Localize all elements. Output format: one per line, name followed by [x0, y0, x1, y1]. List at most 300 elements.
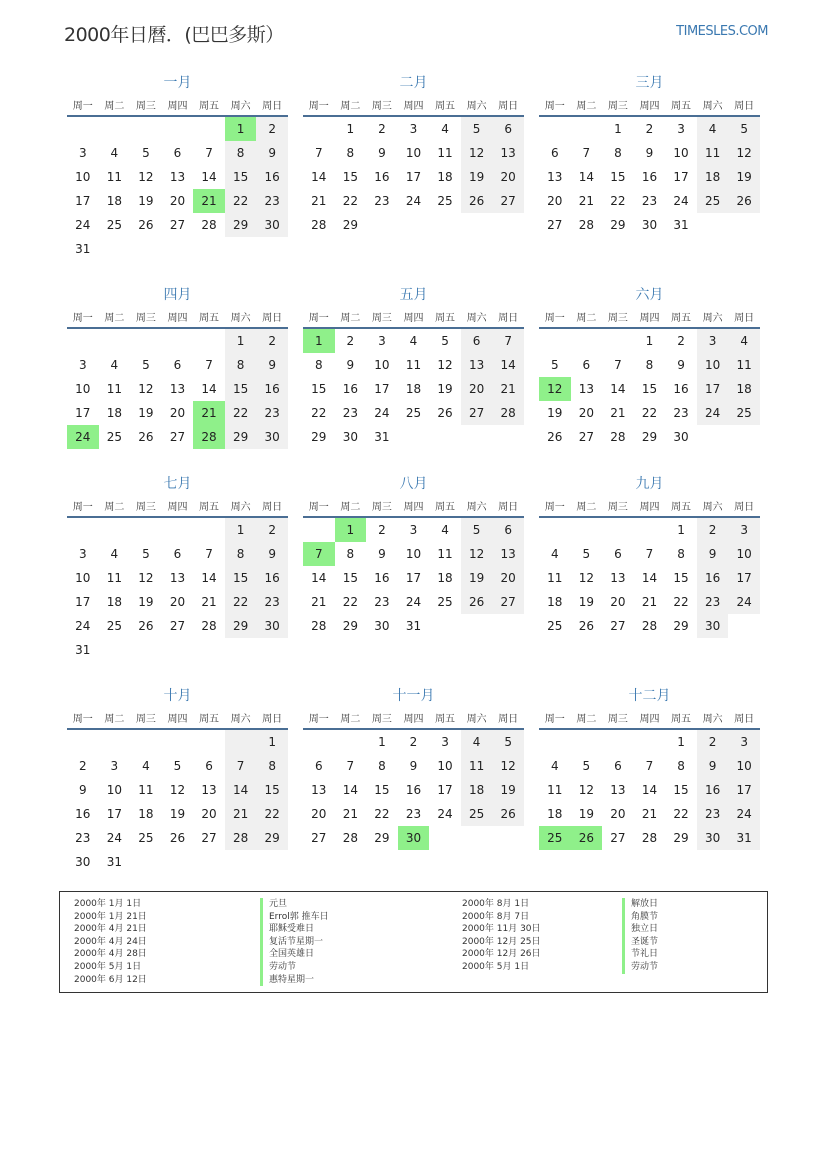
- month-block: [539, 285, 760, 449]
- day-cell: 15: [256, 778, 288, 802]
- weekday-label: 周三: [135, 312, 156, 324]
- weekday-label: 周日: [498, 312, 519, 324]
- day-cell-empty: [130, 329, 162, 353]
- day-grid: [539, 730, 760, 850]
- day-cell: 9: [78, 783, 87, 797]
- day-cell: 11: [106, 382, 122, 396]
- day-cell: 16: [75, 807, 91, 821]
- day-cell: 9: [677, 358, 685, 372]
- day-cell: 26: [461, 189, 493, 213]
- day-cell: 9: [256, 353, 288, 377]
- weekday-label: 周日: [498, 713, 519, 725]
- day-cell: 22: [225, 189, 257, 213]
- day-cell: 3: [409, 122, 418, 136]
- day-cell: 2: [256, 117, 288, 141]
- weekday-label: 周五: [199, 501, 220, 513]
- day-cell: 1: [346, 122, 355, 136]
- day-cell: 6: [461, 329, 493, 353]
- day-cell: 1: [303, 329, 335, 353]
- day-cell: 5: [728, 117, 760, 141]
- weekday-header: [539, 93, 760, 117]
- day-cell: 8: [346, 547, 355, 561]
- day-cell: 11: [547, 783, 563, 797]
- day-cell: 9: [697, 754, 729, 778]
- day-cell: 24: [106, 831, 122, 845]
- day-cell: 25: [547, 619, 563, 633]
- legend-date: 2000年 4月 21日: [74, 924, 147, 935]
- day-cell: 25: [697, 189, 729, 213]
- day-cell: 26: [492, 802, 524, 826]
- day-cell: 29: [610, 218, 626, 232]
- day-cell: 29: [256, 826, 288, 850]
- weekday-label: 周一: [544, 312, 565, 324]
- weekday-label: 周五: [671, 713, 692, 725]
- weekday-label: 周日: [262, 713, 283, 725]
- day-cell: 18: [106, 406, 122, 420]
- day-cell: 19: [138, 194, 154, 208]
- weekday-label: 周二: [576, 501, 597, 513]
- day-cell: 17: [697, 377, 729, 401]
- weekday-label: 周四: [167, 501, 188, 513]
- day-cell: 20: [311, 807, 327, 821]
- day-cell: 1: [677, 523, 685, 537]
- day-cell-empty: [162, 518, 194, 542]
- legend-date: 2000年 8月 7日: [462, 911, 530, 922]
- day-cell: 2: [645, 122, 654, 136]
- month-title: 十月: [163, 688, 192, 704]
- day-cell: 15: [342, 170, 358, 184]
- day-cell: 23: [256, 590, 288, 614]
- day-cell: 26: [547, 430, 563, 444]
- day-cell: 2: [409, 735, 418, 749]
- legend-holiday-name: 全国英雄日: [260, 948, 329, 961]
- day-cell: 18: [728, 377, 760, 401]
- day-cell: 6: [173, 358, 182, 372]
- day-cell: 29: [641, 430, 658, 444]
- day-cell: 18: [437, 170, 453, 184]
- legend-date: 2000年 5月 1日: [74, 961, 142, 972]
- day-cell: 6: [173, 146, 182, 160]
- weekday-label: 周三: [135, 100, 156, 112]
- day-cell: 8: [256, 754, 288, 778]
- day-cell-empty: [130, 730, 162, 754]
- day-cell-empty: [398, 425, 430, 449]
- day-cell: 22: [225, 590, 257, 614]
- day-cell: 16: [374, 170, 390, 184]
- day-cell: 30: [398, 826, 430, 850]
- day-cell: 2: [378, 523, 386, 537]
- day-cell: 3: [441, 735, 449, 749]
- day-cell: 29: [342, 218, 358, 232]
- day-cell-empty: [303, 730, 335, 754]
- day-cell: 30: [75, 855, 91, 869]
- day-cell: 27: [610, 619, 626, 633]
- day-cell: 14: [342, 783, 358, 797]
- day-cell: 29: [225, 614, 257, 638]
- month-block: [67, 73, 288, 261]
- day-cell-empty: [99, 518, 131, 542]
- day-cell: 13: [461, 353, 493, 377]
- legend-holiday-name: 独立日: [622, 923, 658, 936]
- legend-date: 2000年 5月 1日: [462, 961, 530, 972]
- day-cell: 4: [110, 146, 119, 160]
- month-block: [539, 73, 760, 237]
- day-cell-empty: [571, 329, 603, 353]
- day-cell-empty: [571, 117, 603, 141]
- day-cell: 16: [256, 377, 288, 401]
- day-cell-empty: [193, 117, 225, 141]
- day-cell: 22: [342, 194, 358, 208]
- day-cell: 14: [201, 382, 217, 396]
- month-title: 七月: [163, 476, 192, 492]
- day-cell: 14: [492, 353, 524, 377]
- day-cell: 10: [75, 170, 91, 184]
- day-cell: 6: [173, 547, 182, 561]
- day-cell: 31: [106, 855, 122, 869]
- day-cell-empty: [335, 730, 367, 754]
- day-cell: 21: [311, 595, 327, 609]
- day-cell: 7: [645, 547, 654, 561]
- weekday-label: 周六: [230, 100, 251, 112]
- day-cell-empty: [162, 237, 194, 261]
- day-cell: 1: [614, 122, 622, 136]
- day-cell: 9: [378, 547, 386, 561]
- day-cell: 14: [610, 382, 626, 396]
- day-cell-empty: [728, 213, 760, 237]
- day-cell: 28: [492, 401, 524, 425]
- day-cell: 21: [342, 807, 358, 821]
- weekday-label: 周六: [230, 713, 251, 725]
- day-cell: 13: [201, 783, 217, 797]
- day-cell: 21: [578, 194, 594, 208]
- day-cell-empty: [67, 730, 99, 754]
- day-cell-empty: [193, 850, 225, 874]
- day-cell: 5: [492, 730, 524, 754]
- day-grid: [67, 117, 288, 261]
- day-cell: 4: [142, 759, 150, 773]
- day-cell: 19: [728, 165, 760, 189]
- weekday-header: [303, 706, 524, 730]
- day-cell: 4: [110, 358, 119, 372]
- month-title: 三月: [635, 75, 664, 91]
- day-cell: 26: [578, 619, 594, 633]
- day-cell: 22: [374, 807, 390, 821]
- day-cell-empty: [99, 638, 131, 662]
- day-grid: [539, 117, 760, 237]
- month-title: 六月: [635, 287, 664, 303]
- day-cell: 19: [492, 778, 524, 802]
- month-title: 九月: [635, 476, 664, 492]
- day-cell: 11: [437, 146, 453, 160]
- day-cell-empty: [193, 329, 225, 353]
- day-cell: 2: [256, 329, 288, 353]
- day-cell: 4: [441, 122, 449, 136]
- day-cell-empty: [303, 117, 335, 141]
- day-cell: 14: [578, 170, 594, 184]
- day-cell: 17: [437, 783, 453, 797]
- day-cell: 27: [169, 430, 186, 444]
- weekday-label: 周日: [734, 501, 755, 513]
- weekday-label: 周四: [403, 501, 424, 513]
- day-grid: [539, 518, 760, 638]
- day-cell: 18: [461, 778, 493, 802]
- day-cell-empty: [539, 117, 571, 141]
- legend-date: 2000年 4月 28日: [74, 949, 147, 960]
- day-cell: 19: [578, 595, 594, 609]
- day-cell: 28: [311, 218, 327, 232]
- day-cell: 2: [378, 122, 386, 136]
- day-cell: 25: [539, 826, 571, 850]
- day-cell: 7: [205, 358, 213, 372]
- weekday-label: 周二: [340, 312, 361, 324]
- day-cell: 18: [697, 165, 729, 189]
- site-logo[interactable]: TIMESLES.COM: [676, 24, 768, 39]
- day-cell: 28: [641, 619, 658, 633]
- month-block: [303, 73, 524, 237]
- legend-dates-right: [462, 898, 541, 974]
- day-cell: 5: [550, 358, 559, 372]
- day-cell: 3: [110, 759, 119, 773]
- weekday-label: 周日: [498, 100, 519, 112]
- day-cell: 24: [405, 595, 422, 609]
- legend-holiday-name: 劳动节: [260, 961, 329, 974]
- day-cell: 16: [342, 382, 358, 396]
- day-cell: 11: [547, 571, 563, 585]
- day-cell: 18: [437, 571, 453, 585]
- day-cell: 27: [201, 831, 217, 845]
- weekday-label: 周六: [466, 713, 487, 725]
- day-cell: 17: [728, 566, 760, 590]
- day-cell: 5: [582, 547, 591, 561]
- day-cell: 15: [610, 170, 626, 184]
- day-cell: 28: [641, 831, 658, 845]
- month-block: [67, 686, 288, 874]
- weekday-header: [539, 706, 760, 730]
- day-cell: 26: [461, 590, 493, 614]
- day-cell: 6: [614, 759, 622, 773]
- day-cell: 19: [437, 382, 453, 396]
- day-cell: 26: [138, 430, 154, 444]
- weekday-label: 周三: [371, 501, 392, 513]
- weekday-label: 周五: [435, 100, 456, 112]
- day-cell: 5: [461, 117, 493, 141]
- day-cell-empty: [492, 425, 524, 449]
- day-cell: 25: [138, 831, 154, 845]
- day-cell-empty: [193, 638, 225, 662]
- day-cell: 7: [492, 329, 524, 353]
- weekday-label: 周一: [544, 501, 565, 513]
- day-cell: 13: [610, 783, 626, 797]
- day-cell-empty: [461, 425, 493, 449]
- day-cell: 6: [205, 759, 213, 773]
- day-cell: 27: [547, 218, 563, 232]
- day-cell: 11: [138, 783, 154, 797]
- legend-names-left: [260, 898, 329, 986]
- weekday-label: 周五: [199, 312, 220, 324]
- legend-date: 2000年 11月 30日: [462, 924, 541, 935]
- weekday-label: 周五: [671, 100, 692, 112]
- day-cell: 28: [201, 619, 217, 633]
- day-cell: 13: [311, 783, 327, 797]
- day-cell: 15: [673, 571, 689, 585]
- day-cell-empty: [634, 730, 666, 754]
- day-cell-empty: [492, 826, 524, 850]
- day-cell-empty: [225, 237, 257, 261]
- day-cell: 1: [225, 329, 257, 353]
- day-cell: 10: [405, 146, 422, 160]
- month-title: 十一月: [392, 688, 435, 704]
- day-cell: 4: [697, 117, 729, 141]
- day-grid: [67, 518, 288, 662]
- weekday-label: 周三: [607, 713, 628, 725]
- day-cell: 12: [138, 170, 154, 184]
- weekday-label: 周一: [544, 713, 565, 725]
- day-cell-empty: [130, 237, 162, 261]
- day-cell: 21: [193, 189, 225, 213]
- legend-dates-left: [74, 898, 147, 986]
- legend-date: 2000年 4月 24日: [74, 936, 147, 947]
- day-grid: [303, 730, 524, 850]
- holiday-legend: [59, 891, 768, 993]
- weekday-label: 周五: [671, 501, 692, 513]
- day-cell: 23: [256, 401, 288, 425]
- day-cell: 14: [311, 170, 327, 184]
- day-cell: 19: [138, 595, 154, 609]
- weekday-label: 周二: [104, 312, 125, 324]
- day-cell: 30: [641, 218, 658, 232]
- weekday-label: 周三: [371, 713, 392, 725]
- day-cell: 22: [256, 802, 288, 826]
- day-cell: 7: [582, 146, 591, 160]
- day-cell: 7: [645, 759, 654, 773]
- legend-holiday-name: 复活节星期一: [260, 936, 329, 949]
- month-title: 八月: [399, 476, 428, 492]
- legend-date: 2000年 1月 21日: [74, 911, 147, 922]
- day-cell: 11: [437, 547, 453, 561]
- day-cell: 17: [75, 406, 91, 420]
- day-cell-empty: [366, 213, 398, 237]
- day-cell: 16: [374, 571, 390, 585]
- day-cell: 1: [677, 735, 685, 749]
- day-cell: 4: [728, 329, 760, 353]
- day-cell: 26: [169, 831, 186, 845]
- day-cell: 6: [614, 547, 622, 561]
- day-cell: 16: [256, 566, 288, 590]
- day-cell: 8: [225, 542, 257, 566]
- day-cell: 26: [437, 406, 453, 420]
- day-cell-empty: [303, 518, 335, 542]
- day-cell-empty: [162, 730, 194, 754]
- day-cell: 20: [610, 595, 626, 609]
- legend-holiday-name: 元旦: [260, 898, 329, 911]
- day-cell: 16: [405, 783, 422, 797]
- weekday-label: 周一: [308, 312, 329, 324]
- day-cell: 15: [342, 571, 358, 585]
- day-cell: 12: [461, 141, 493, 165]
- day-cell: 12: [461, 542, 493, 566]
- day-cell-empty: [398, 213, 430, 237]
- weekday-label: 周三: [607, 501, 628, 513]
- day-cell: 3: [409, 523, 418, 537]
- day-cell: 9: [409, 759, 418, 773]
- day-cell: 23: [75, 831, 91, 845]
- weekday-label: 周三: [135, 713, 156, 725]
- day-cell: 31: [728, 826, 760, 850]
- month-block: [303, 686, 524, 850]
- day-cell: 29: [342, 619, 358, 633]
- day-cell: 8: [677, 547, 685, 561]
- day-cell-empty: [99, 237, 131, 261]
- day-cell: 21: [492, 377, 524, 401]
- day-cell: 10: [728, 542, 760, 566]
- day-cell: 20: [492, 566, 524, 590]
- day-cell: 20: [169, 595, 186, 609]
- day-cell: 14: [201, 170, 217, 184]
- day-cell: 12: [169, 783, 186, 797]
- legend-holiday-name: 劳动节: [622, 961, 658, 974]
- day-cell: 29: [374, 831, 390, 845]
- weekday-label: 周六: [466, 100, 487, 112]
- day-cell: 10: [374, 358, 390, 372]
- weekday-label: 周日: [498, 501, 519, 513]
- weekday-header: [303, 93, 524, 117]
- day-cell: 6: [492, 117, 524, 141]
- day-cell: 17: [405, 571, 422, 585]
- day-cell-empty: [539, 329, 571, 353]
- weekday-label: 周一: [72, 713, 93, 725]
- day-cell: 11: [106, 571, 122, 585]
- weekday-label: 周六: [702, 100, 723, 112]
- day-cell: 28: [193, 425, 225, 449]
- day-cell: 20: [610, 807, 626, 821]
- day-cell-empty: [193, 518, 225, 542]
- weekday-label: 周一: [72, 501, 93, 513]
- day-cell: 5: [441, 334, 449, 348]
- weekday-label: 周日: [262, 312, 283, 324]
- day-cell: 7: [614, 358, 622, 372]
- day-cell: 7: [303, 542, 335, 566]
- weekday-label: 周六: [466, 312, 487, 324]
- day-cell: 6: [550, 146, 559, 160]
- day-cell: 14: [225, 778, 257, 802]
- day-cell: 17: [673, 170, 689, 184]
- page-title: 2000年日曆．(巴巴多斯）: [64, 24, 284, 46]
- day-cell-empty: [461, 826, 493, 850]
- day-cell: 4: [461, 730, 493, 754]
- day-cell-empty: [697, 213, 729, 237]
- month-title: 四月: [163, 287, 192, 303]
- day-cell: 24: [67, 425, 99, 449]
- day-cell: 25: [437, 194, 453, 208]
- weekday-header: [303, 305, 524, 329]
- day-cell: 18: [405, 382, 422, 396]
- day-cell: 22: [311, 406, 327, 420]
- day-cell: 2: [677, 334, 685, 348]
- day-cell: 26: [138, 619, 154, 633]
- legend-names-right: [622, 898, 658, 974]
- day-cell: 26: [728, 189, 760, 213]
- weekday-label: 周五: [199, 100, 220, 112]
- day-cell: 21: [641, 595, 658, 609]
- day-cell: 24: [728, 590, 760, 614]
- day-cell: 19: [169, 807, 186, 821]
- day-cell: 5: [142, 358, 150, 372]
- weekday-header: [67, 305, 288, 329]
- day-cell: 5: [461, 518, 493, 542]
- weekday-header: [539, 494, 760, 518]
- day-cell-empty: [225, 638, 257, 662]
- weekday-label: 周日: [262, 100, 283, 112]
